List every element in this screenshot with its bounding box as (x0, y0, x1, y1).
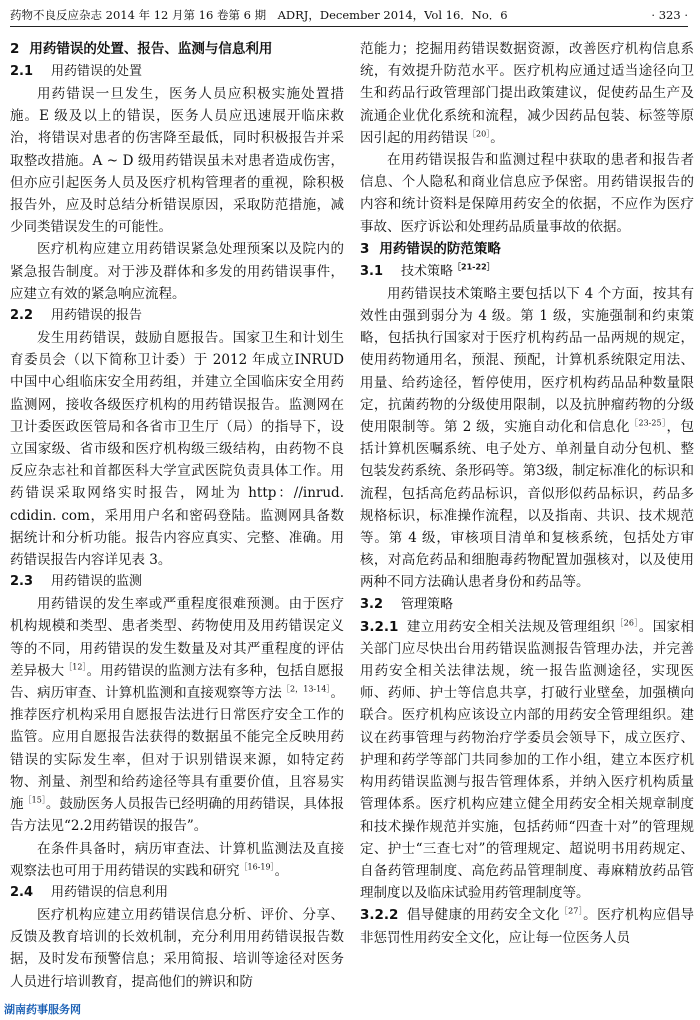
section-2-1-heading: 2.1 用药错误的处置 (10, 64, 143, 79)
citation: ［26］ (615, 618, 639, 628)
left-column (10, 38, 344, 993)
running-header (10, 4, 688, 27)
section-2-4-heading: 2.4 用药错误的信息利用 (10, 884, 169, 900)
citation: ［12］ (64, 662, 87, 672)
citation: ［27］ (559, 906, 584, 916)
paragraph-2-3-a: 用药错误的发生率或严重程度很难预测。由于医疗机构规模和类型、患者类型、药物使用及用药错误定义等的不同，用药错误的发生数量及对其严重程度的评估差异极大$^{[12]}$。用药错误的监测方法有多种，包括自愿报告、病历审查、计算机监测和直接观察等方法$^{[2,13-14]}$。推荐医疗机构采用自愿报告法进行日常医疗安全工作的监管。应用自愿报告法获得的数据虽不能完全反映用药错误的实际发生率，但对于识别错误来源，如特定药物、剂量、剂型和给药途径等具有重要价值，且容易实施$^{[15]}$。鼓励医务人员报告已经明确的用药错误，具体报告方法见“2.2用药错误的报告”。 (10, 596, 345, 835)
right-column (360, 38, 694, 949)
citation: ［20］ (468, 129, 491, 139)
site-watermark: 湖南药事服务网 (4, 1003, 81, 1016)
citation: ［21-22］ (453, 262, 495, 272)
paragraph-2-4-continued: 范能力；挖掘用药错误数据资源，改善医疗机构信息系统，有效提升防范水平。医疗机构应通过适当途径向卫生和药品行政管理部门提出政策建议，促使药品生产及流通企业优化系统和流程，减少因药品包装、标签等原因引起的用药错误$^{[20]}$。 (360, 41, 694, 146)
citation: ［2，13-14］ (281, 684, 331, 694)
citation: ［16-19］ (239, 862, 275, 872)
paragraph-2-2: 发生用药错误，鼓励自愿报告。国家卫生和计划生育委员会（以下简称卫计委）于 2012 年成立INRUD 中国中心组临床安全用药组，并建立全国临床安全用药监测网，接收各级医疗机构的用药错误报告。监测网在卫计委医政医管局和各省市卫生厅（局）的指导下，设立国家级、省市级和医疗机构级三级结构，由药物不良反应杂志社和首都医科大学宣武医院负责具体工作。用药错误采取网络实时报告，网址为 http：//inrud. cdidin. com，采用用户名和密码登陆。监测网具备数据统计和分析功能。报告内容应真实、完整、准确。用药错误报告内容详见表 3。 (10, 330, 344, 569)
citation: ［23-25］ (629, 418, 667, 428)
paragraph-3-2-2: 3.2.2 倡导健康的用药安全文化$^{[27]}$。医疗机构应倡导非惩罚性用药安全文化，应让每一位医务人员 (360, 906, 694, 946)
section-3-heading: 3 用药错误的防范策略 (360, 240, 501, 257)
section-3-2-heading: 3.2 管理策略 (360, 596, 454, 612)
journal-citation: 药物不良反应杂志 2014 年 12 月第 16 卷第 6 期 ADRJ，December 2014，Vol 16．No．6 (10, 8, 508, 22)
section-2-2-heading: 2.2 用药错误的报告 (10, 308, 143, 324)
paragraph-2-3-b: 在条件具备时，病历审查法、计算机监测法及直接观察法也可用于用药错误的实践和研究$^{[16-19]}$。 (10, 840, 344, 879)
section-2-heading: 2 用药错误的处置、报告、监测与信息利用 (10, 41, 273, 57)
page-number: · 323 · (651, 8, 688, 22)
section-3-1-heading: 3.1 技术策略$^{[21-22]}$ (360, 262, 495, 279)
paragraph-2-1-a: 用药错误一旦发生，医务人员应积极实施处置措施。E 级及以上的错误，医务人员应迅速展开临床救治，将错误对患者的伤害降至最低，同时积极报告并采取整改措施。A ~ D 级用药错误虽未对患者造成伤害，但亦应引起医务人员及医疗机构管理者的重视，除积极报告外，应及时总结分析错误原因，采取防范措施，减少同类错误发生的可能性。 (10, 86, 344, 236)
paragraph-3-2-1: 3.2.1 建立用药安全相关法规及管理组织$^{[26]}$。国家相关部门应尽快出台用药错误监测报告管理办法，并完善用药安全相关法律法规，统一报告监测途径，实现医师、药师、护士等信息共享，打破行业壁垒，加强横向联合。医疗机构应该设立内部的用药安全管理组织。建议在药事管理与药物治疗学委员会领导下，成立医疗、护理和药学等部门共同参加的工作小组，建立本医疗机构用药错误监测与报告管理体系，并纳入医疗机构质量管理体系。医疗机构应建立健全用药安全相关规章制度和技术操作规范并实施，包括药师“四查十对”的管理规定、护士“三查七对”的管理规定、超说明书用药规定、自备药管理制度、高危药品管理制度、毒麻精放药品管理制度以及临床试验用药管理制度等。 (360, 618, 695, 902)
citation: ［15］ (23, 795, 46, 805)
paragraph-2-4: 医疗机构应建立用药错误信息分析、评价、分享、反馈及教育培训的长效机制，充分利用用药错误报告数据，及时发布预警信息；采用简报、培训等途径对医务人员进行培训教育，提高他们的辨识和防 (10, 906, 344, 990)
paragraph-3-1: 用药错误技术策略主要包括以下 4 个方面，按其有效性由强到弱分为 4 级。第 1 级，实施强制和约束策略，包括执行国家对于医疗机构药品一品两规的规定，使用药物通用名，预混、预配，计算机系统限定用法、用量、给药途径，暂停使用，医疗机构药品品种数量限定，抗菌药物的分级使用限制，以及抗肿瘤药物的分级使用限制等。第 2 级，实施自动化和信息化$^{[23-25]}$，包括计算机医嘱系统、电子处方、单剂量自动分包机、整包装发药系统、条形码等。第3级，制定标准化的标识和流程，包括高危药品标识，音似形似药品标识，药品多规格标识，标准操作流程，以及指南、共识、技术规范等。第 4 级，审核项目清单和复核系统，包括处方审核，对高危药品和细胞毒药物配置加强核对，以及使用两种不同方法确认患者身份和药品等。 (360, 285, 695, 591)
paragraph-2-1-b: 医疗机构应建立用药错误紧急处理预案以及院内的紧急报告制度。对于涉及群体和多发的用药错误事件，应建立有效的紧急响应流程。 (10, 241, 344, 302)
paragraph-2-4-b: 在用药错误报告和监测过程中获取的患者和报告者信息、个人隐私和商业信息应予保密。用药错误报告的内容和统计资料是保障用药安全的依据，不应作为医疗事故、医疗诉讼和处理药品质量事故的依据。 (360, 152, 694, 235)
section-2-3-heading: 2.3 用药错误的监测 (10, 574, 143, 590)
